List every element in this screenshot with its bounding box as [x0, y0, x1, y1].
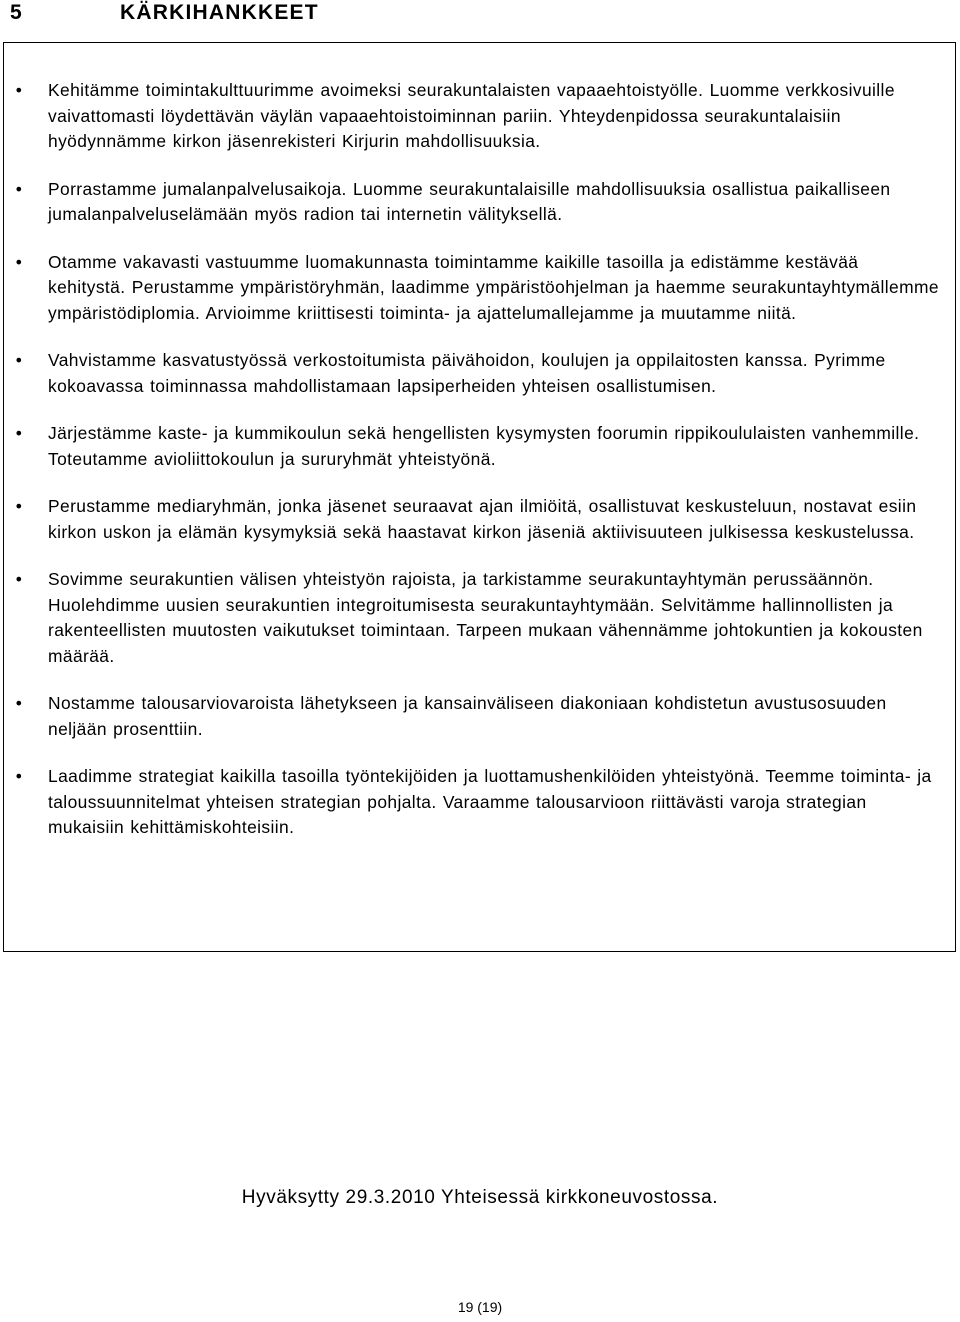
page-number: 19 (19)	[457, 1299, 503, 1315]
section-title: KÄRKIHANKKEET	[120, 1, 319, 24]
list-item	[15, 567, 941, 669]
section-heading	[10, 0, 319, 26]
list-item	[15, 348, 941, 399]
list-item	[15, 691, 941, 742]
list-item-text: Laadimme strategiat kaikilla tasoilla työntekijöiden ja luottamushenkilöiden yhteistyönä. Teemme toiminta- ja taloussuunnitelmat yhteisen strategian pohjalta. Varaamme talousarvioon riittävästi varoja strategian mukaisiin kehittämiskohteisiin.	[48, 766, 932, 837]
list-item-text: Perustamme mediaryhmän, jonka jäsenet seuraavat ajan ilmiöitä, osallistuvat keskusteluun, nostavat esiin kirkon uskon ja elämän kysymyksiä sekä haastavat kirkon jäseniä aktiivisuuteen julkisessa keskustelussa.	[48, 496, 917, 542]
list-item	[15, 177, 941, 228]
approval-note: Hyväksytty 29.3.2010 Yhteisessä kirkkoneuvostossa.	[241, 1187, 719, 1208]
bullet-icon: •	[15, 178, 23, 199]
bullet-icon: •	[15, 496, 23, 516]
bullet-icon: •	[15, 350, 23, 370]
bullet-icon: •	[15, 693, 23, 713]
section-number: 5	[10, 1, 22, 24]
list-item	[15, 78, 941, 155]
bullet-icon: •	[15, 569, 23, 589]
list-item-text: Kehitämme toimintakulttuurimme avoimeksi seurakuntalaisten vapaaehtoistyölle. Luomme verkkosivuille vaivattomasti löydettävän väylän vapaaehtoistoiminnan pariin. Yhteydenpidossa seurakuntalaisiin hyödynnämme kirkon jäsenrekisteri Kirjurin mahdollisuuksia.	[48, 80, 895, 151]
list-item	[15, 764, 941, 841]
list-item	[15, 250, 941, 327]
list-item	[15, 421, 941, 472]
bullet-icon: •	[15, 251, 23, 272]
bullet-icon: •	[15, 423, 23, 443]
bullet-icon: •	[15, 766, 23, 786]
list-item-text: Nostamme talousarviovaroista lähetykseen ja kansainväliseen diakoniaan kohdistetun avustusosuuden neljään prosenttiin.	[48, 693, 887, 739]
list-item	[15, 494, 941, 545]
list-item-text: Sovimme seurakuntien välisen yhteistyön rajoista, ja tarkistamme seurakuntayhtymän perussäännön. Huolehdimme uusien seurakuntien integroitumisesta seurakuntayhtymään. Selvitämme hallinnollisten ja rakenteellisten muutosten vaikutukset toimintaan. Tarpeen mukaan vähennämme johtokuntien ja kokousten määrää.	[48, 569, 923, 666]
list-item-text: Otamme vakavasti vastuumme luomakunnasta toimintamme kaikille tasoilla ja edistämme kestävää kehitystä. Perustamme ympäristöryhmän, laadimme ympäristöohjelman ja haemme seurakuntayhtymällemme ympäristödiplomia. Arvioimme kriittisesti toiminta- ja ajattelumallejamme ja muutamme niitä.	[48, 251, 939, 323]
list-item-text: Porrastamme jumalanpalvelusaikoja. Luomme seurakuntalaisille mahdollisuuksia osallistua paikalliseen jumalanpalveluselämään myös radion tai internetin välityksellä.	[48, 178, 891, 224]
list-item-text: Järjestämme kaste- ja kummikoulun sekä hengellisten kysymysten foorumin rippikoululaisten vanhemmille. Toteutamme avioliittokoulun ja sururyhmät yhteistyönä.	[48, 423, 920, 469]
bullet-list	[15, 78, 941, 863]
bullet-icon: •	[15, 80, 23, 100]
list-item-text: Vahvistamme kasvatustyössä verkostoitumista päivähoidon, koulujen ja oppilaitosten kanssa. Pyrimme kokoavassa toiminnassa mahdollistamaan lapsiperheiden yhteisen osallistumisen.	[48, 350, 886, 396]
